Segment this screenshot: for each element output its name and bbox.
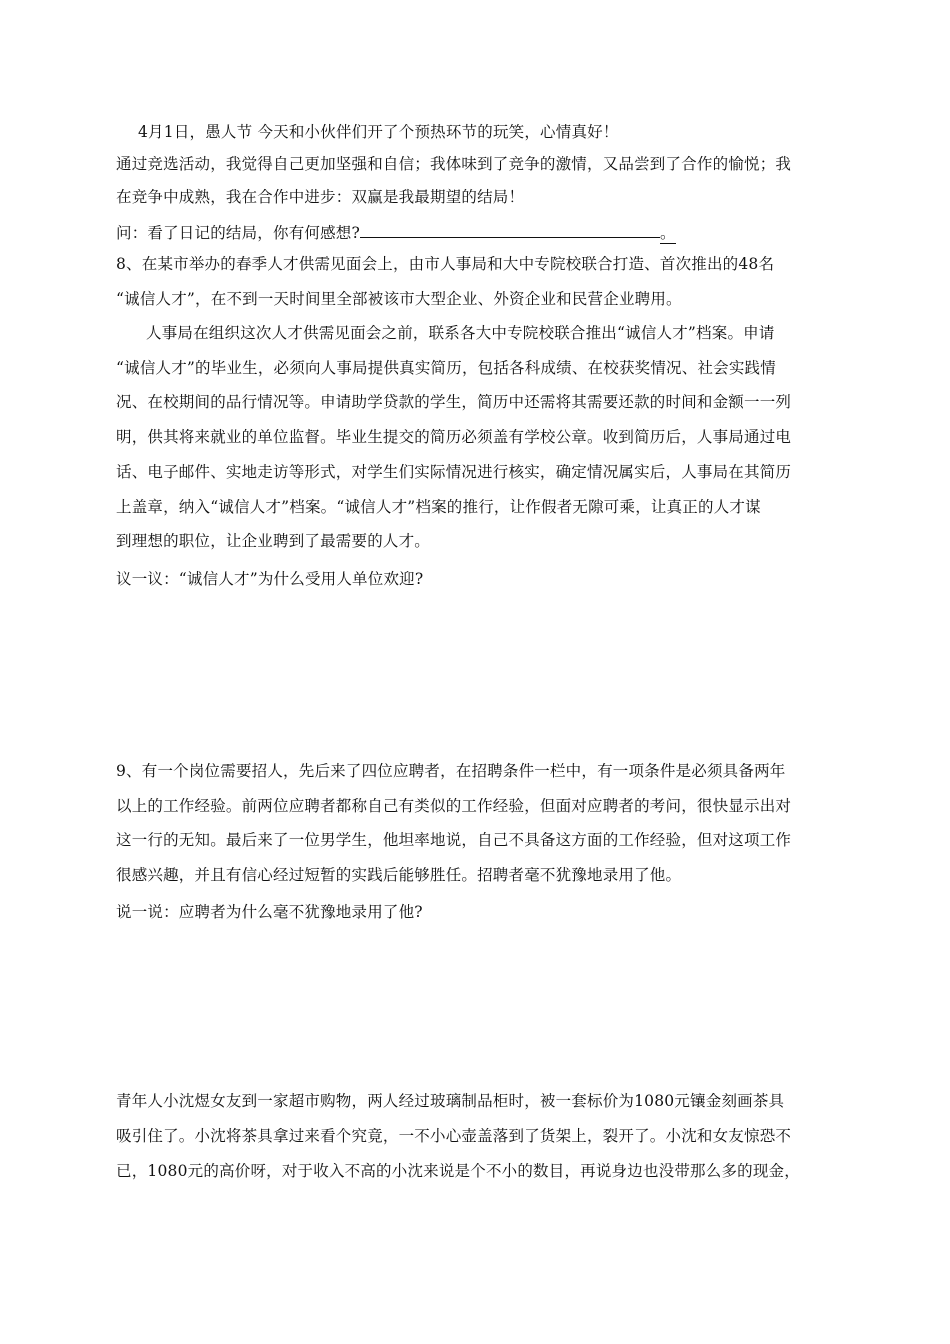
q9-line: 以上的工作经验。前两位应聘者都称自己有类似的工作经验，但面对应聘者的考问，很快显示出对: [116, 797, 792, 815]
q8-line-2: “诚信人才”，在不到一天时间里全部被该市大型企业、外资企业和民营企业聘用。: [116, 290, 682, 308]
q8-para-line: 况、在校期间的品行情况等。申请助学贷款的学生，简历中还需将其需要还款的时间和金额一一列: [116, 393, 792, 411]
story-line: 青年人小沈煜女友到一家超市购物，两人经过玻璃制品柜时，被一套标价为1080元镶金刻画茶具: [116, 1092, 785, 1110]
q8-para-line: 到理想的职位，让企业聘到了最需要的人才。: [116, 532, 431, 550]
diary-question: [116, 221, 676, 244]
diary-line-1: 4月1日，愚人节 今天和小伙伴们开了个预热环节的玩笑，心情真好！: [138, 123, 619, 141]
diary-line-2: 通过竞选活动，我觉得自己更加坚强和自信；我体味到了竞争的激情，又品尝到了合作的愉悦；我: [116, 155, 792, 173]
story-line: 已，1080元的高价呀，对于收入不高的小沈来说是个不小的数目，再说身边也没带那么多的现金，: [116, 1162, 800, 1180]
q8-para-line: “诚信人才”的毕业生，必须向人事局提供真实简历，包括各科成绩、在校获奖情况、社会实践情: [116, 359, 776, 377]
story-line: 吸引住了。小沈将茶具拿过来看个究竟，一不小心壶盖落到了货架上，裂开了。小沈和女友惊恐不: [116, 1127, 792, 1145]
diary-question-suffix: 。: [660, 224, 676, 242]
q8-para-line: 明，供其将来就业的单位监督。毕业生提交的简历必须盖有学校公章。收到简历后，人事局通过电: [116, 428, 792, 446]
diary-line-3: 在竞争中成熟，我在合作中进步：双赢是我最期望的结局！: [116, 188, 525, 206]
q9-question: 说一说：应聘者为什么毫不犹豫地录用了他?: [116, 903, 423, 921]
q8-para-line: 话、电子邮件、实地走访等形式，对学生们实际情况进行核实，确定情况属实后，人事局在其简历: [116, 463, 792, 481]
q8-para-line: 人事局在组织这次人才供需见面会之前，联系各大中专院校联合推出“诚信人才”档案。申请: [146, 324, 775, 342]
answer-blank: [360, 221, 660, 238]
q8-line-1: 8、在某市举办的春季人才供需见面会上，由市人事局和大中专院校联合打造、首次推出的48名: [116, 255, 775, 273]
q9-line: 这一行的无知。最后来了一位男学生，他坦率地说，自己不具备这方面的工作经验，但对这项工作: [116, 831, 792, 849]
diary-question-prefix: 问：看了日记的结局，你有何感想?: [116, 224, 361, 242]
q9-line: 很感兴趣，并且有信心经过短暂的实践后能够胜任。招聘者毫不犹豫地录用了他。: [116, 866, 682, 884]
q9-line: 9、有一个岗位需要招人，先后来了四位应聘者，在招聘条件一栏中，有一项条件是必须具备两年: [116, 762, 786, 780]
q8-para-line: 上盖章，纳入“诚信人才”档案。“诚信人才”档案的推行，让作假者无隙可乘，让真正的人才谋: [116, 498, 761, 516]
q8-question: 议一议：“诚信人才”为什么受用人单位欢迎?: [116, 570, 424, 588]
